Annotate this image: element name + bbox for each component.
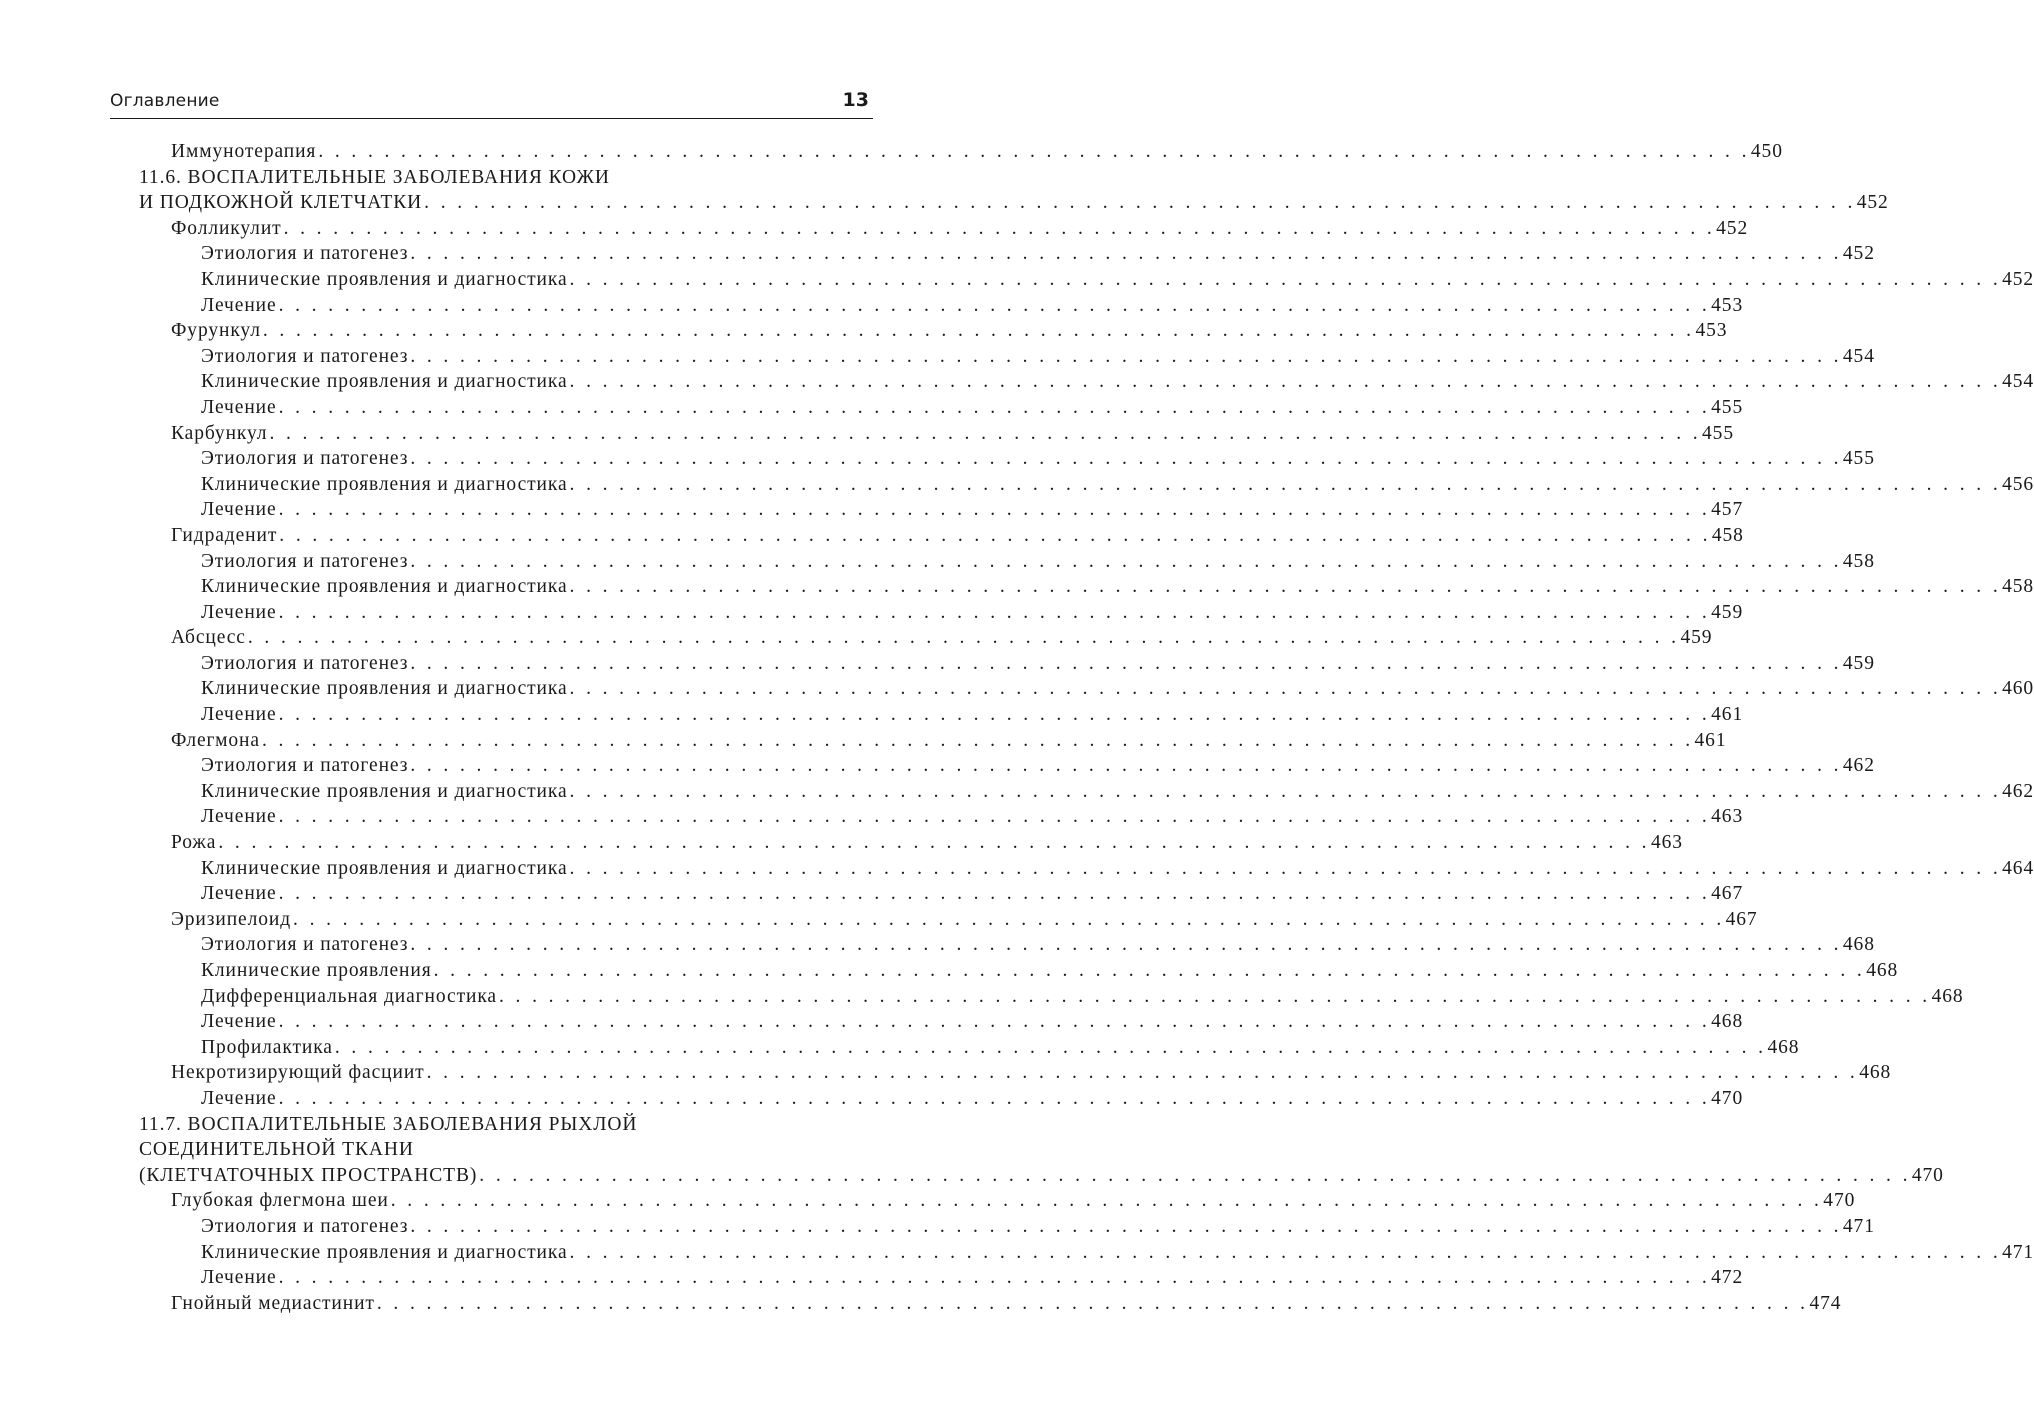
toc-row <box>139 1035 1800 1061</box>
dot-leader: . . . . . . . . . . . . . . . . . . . . . . . . . . . . . . . . . . . . . . . . . . . . . . . . . . . . . . . . . . . . . . . . . . . . . . . . . . . . . . . . . . . . . . . <box>269 422 1702 444</box>
toc-row <box>139 293 1744 319</box>
toc-entry-title: Этиология и патогенез <box>201 755 409 777</box>
dot-leader: . . . . . . . . . . . . . . . . . . . . . . . . . . . . . . . . . . . . . . . . . . . . . . . . . . . . . . . . . . . . . . . . . . . . . . . . . . . . . . . . . . . . . . . <box>247 627 1680 649</box>
toc-entry-page: 458 <box>2002 576 2034 598</box>
toc-row <box>139 779 2034 805</box>
toc-entry-page: 459 <box>1842 652 1875 674</box>
toc-entry[interactable] <box>139 344 1875 370</box>
toc-entry-title: Клинические проявления и диагностика <box>201 857 568 879</box>
toc-entry-page: 474 <box>1809 1292 1842 1314</box>
toc-entry-page: 468 <box>1866 960 1899 981</box>
toc-entry[interactable] <box>139 395 1744 421</box>
toc-entry-title: Клинические проявления и диагностика <box>201 678 568 700</box>
toc-entry-page: 470 <box>1823 1190 1856 1212</box>
dot-leader: . . . . . . . . . . . . . . . . . . . . . . . . . . . . . . . . . . . . . . . . . . . . . . . . . . . . . . . . . . . . . . . . . . . . . . . . . . . . . . . . . . . . . . . <box>569 780 2002 802</box>
toc-entry-title: Некротизирующий фасциит <box>171 1062 425 1084</box>
toc-entry[interactable] <box>139 984 1964 1010</box>
toc-entry-page: 463 <box>1711 806 1744 828</box>
toc-row <box>139 497 1744 523</box>
dot-leader: . . . . . . . . . . . . . . . . . . . . . . . . . . . . . . . . . . . . . . . . . . . . . . . . . . . . . . . . . . . . . . . . . . . . . . . . . . . . . . . . . . . . . . . <box>410 550 1842 572</box>
toc-row <box>139 702 1744 728</box>
dot-leader: . . . . . . . . . . . . . . . . . . . . . . . . . . . . . . . . . . . . . . . . . . . . . . . . . . . . . . . . . . . . . . . . . . . . . . . . . . . . . . . . . . . . . . . <box>278 883 1711 905</box>
toc-entry-page: 468 <box>1842 934 1875 956</box>
dot-leader: . . . . . . . . . . . . . . . . . . . . . . . . . . . . . . . . . . . . . . . . . . . . . . . . . . . . . . . . . . . . . . . . . . . . . . . . . . . . . . . . . . . . . . . <box>569 268 2002 290</box>
toc-row <box>139 676 2034 702</box>
dot-leader: . . . . . . . . . . . . . . . . . . . . . . . . . . . . . . . . . . . . . . . . . . . . . . . . . . . . . . . . . . . . . . . . . . . . . . . . . . . . . . . . . . . . . . . <box>278 1011 1711 1033</box>
toc-entry[interactable] <box>139 625 1713 651</box>
dot-leader: . . . . . . . . . . . . . . . . . . . . . . . . . . . . . . . . . . . . . . . . . . . . . . . . . . . . . . . . . . . . . . . . . . . . . . . . . . . . . . . . . . . . . . . <box>569 473 2002 495</box>
toc-row <box>139 984 1964 1010</box>
dot-leader: . . . . . . . . . . . . . . . . . . . . . . . . . . . . . . . . . . . . . . . . . . . . . . . . . . . . . . . . . . . . . . . . . . . . . . . . . . . . . . . . . . . . . . . <box>410 345 1842 367</box>
toc-row <box>139 600 1744 626</box>
toc-entry-page: 452 <box>1716 217 1749 239</box>
toc-entry-page: 455 <box>1711 396 1744 418</box>
toc-entry-page: 468 <box>1931 985 1964 1007</box>
toc-entry-title: Клинические проявления и диагностика <box>201 576 568 598</box>
dot-leader: . . . . . . . . . . . . . . . . . . . . . . . . . . . . . . . . . . . . . . . . . . . . . . . . . . . . . . . . . . . . . . . . . . . . . . . . . . . . . . . . . . . . . . . <box>424 192 1856 214</box>
dot-leader: . . . . . . . . . . . . . . . . . . . . . . . . . . . . . . . . . . . . . . . . . . . . . . . . . . . . . . . . . . . . . . . . . . . . . . . . . . . . . . . . . . . . . . . <box>262 320 1695 342</box>
toc-entry-title: Клинические проявления и диагностика <box>201 473 568 495</box>
toc-row <box>139 472 2034 498</box>
dot-leader: . . . . . . . . . . . . . . . . . . . . . . . . . . . . . . . . . . . . . . . . . . . . . . . . . . . . . . . . . . . . . . . . . . . . . . . . . . . . . . . . . . . . . . . <box>278 499 1711 521</box>
toc-entry-page: 460 <box>2002 678 2034 700</box>
dot-leader: . . . . . . . . . . . . . . . . . . . . . . . . . . . . . . . . . . . . . . . . . . . . . . . . . . . . . . . . . . . . . . . . . . . . . . . . . . . . . . . . . . . . . . . <box>569 1241 2002 1263</box>
toc-row <box>139 1214 1875 1240</box>
toc-entry-page: 453 <box>1711 294 1744 316</box>
toc-entry[interactable] <box>139 1240 2034 1266</box>
toc-row <box>139 907 1758 933</box>
toc-entry-page: 471 <box>2002 1241 2034 1263</box>
dot-leader: . . . . . . . . . . . . . . . . . . . . . . . . . . . . . . . . . . . . . . . . . . . . . . . . . . . . . . . . . . . . . . . . . . . . . . . . . . . . . . . . . . . . . . . <box>278 1267 1711 1289</box>
toc-entry-title: Абсцесс <box>171 627 246 649</box>
toc-entry[interactable] <box>139 421 1734 447</box>
dot-leader: . . . . . . . . . . . . . . . . . . . . . . . . . . . . . . . . . . . . . . . . . . . . . . . . . . . . . . . . . . . . . . . . . . . . . . . . . . . . . . . . . . . . . . . <box>410 1215 1842 1237</box>
dot-leader: . . . . . . . . . . . . . . . . . . . . . . . . . . . . . . . . . . . . . . . . . . . . . . . . . . . . . . . . . . . . . . . . . . . . . . . . . . . . . . . . . . . . . . . <box>279 524 1711 546</box>
toc-entry[interactable] <box>139 907 1758 933</box>
dot-leader: . . . . . . . . . . . . . . . . . . . . . . . . . . . . . . . . . . . . . . . . . . . . . . . . . . . . . . . . . . . . . . . . . . . . . . . . . . . . . . . . . . . . . . . <box>410 243 1842 265</box>
toc-entry-page: 458 <box>1842 550 1875 572</box>
dot-leader: . . . . . . . . . . . . . . . . . . . . . . . . . . . . . . . . . . . . . . . . . . . . . . . . . . . . . . . . . . . . . . . . . . . . . . . . . . . . . . . . . . . . . . . <box>569 678 2002 700</box>
toc-entry[interactable] <box>139 574 2034 600</box>
toc-entry[interactable] <box>139 267 2034 293</box>
toc-row <box>139 856 2034 882</box>
toc-row <box>139 549 1875 575</box>
dot-leader: . . . . . . . . . . . . . . . . . . . . . . . . . . . . . . . . . . . . . . . . . . . . . . . . . . . . . . . . . . . . . . . . . . . . . . . . . . . . . . . . . . . . . . . <box>293 908 1725 930</box>
toc-entry-title: Этиология и патогенез <box>201 243 409 265</box>
toc-entry-title: Клинические проявления и диагностика <box>201 371 568 393</box>
toc-row <box>139 241 1875 267</box>
toc-entry[interactable] <box>139 497 1744 523</box>
toc-row <box>139 574 2034 600</box>
dot-leader: . . . . . . . . . . . . . . . . . . . . . . . . . . . . . . . . . . . . . . . . . . . . . . . . . . . . . . . . . . . . . . . . . . . . . . . . . . . . . . . . . . . . . . . <box>278 806 1711 828</box>
toc-entry-title: Этиология и патогенез <box>201 550 409 572</box>
toc-entry[interactable] <box>139 1265 1744 1291</box>
toc-entry-title: Лечение <box>201 883 277 905</box>
toc-entry-title: Лечение <box>201 704 277 726</box>
toc-entry-page: 463 <box>1650 832 1683 854</box>
toc-entry-title: Карбункул <box>171 422 268 444</box>
toc-row <box>139 523 1744 549</box>
toc-entry-page: 461 <box>1694 729 1727 751</box>
dot-leader: . . . . . . . . . . . . . . . . . . . . . . . . . . . . . . . . . . . . . . . . . . . . . . . . . . . . . . . . . . . . . . . . . . . . . . . . . . . . . . . . . . . . . . . <box>569 371 2002 393</box>
toc-entry[interactable] <box>139 165 1889 216</box>
toc-entry-title: Этиология и патогенез <box>201 1215 409 1237</box>
toc-row <box>139 728 1727 754</box>
toc-entry-page: 470 <box>1911 1164 1944 1186</box>
toc-entry-page: 461 <box>1711 704 1744 726</box>
toc-entry-title: Эризипелоид <box>171 908 292 930</box>
toc-entry-page: 467 <box>1711 883 1744 905</box>
toc-entry-title: Лечение <box>201 601 277 623</box>
toc-entry[interactable] <box>139 369 2034 395</box>
toc-entry[interactable] <box>139 600 1744 626</box>
toc-row <box>139 958 1899 984</box>
toc-section-row <box>139 1163 1944 1189</box>
toc-entry-title: Лечение <box>201 499 277 521</box>
toc-entry-title: Гидраденит <box>171 524 278 546</box>
dot-leader: . . . . . . . . . . . . . . . . . . . . . . . . . . . . . . . . . . . . . . . . . . . . . . . . . . . . . . . . . . . . . . . . . . . . . . . . . . . . . . . . . . . . . . . <box>410 652 1842 674</box>
toc-entry-page: 459 <box>1680 627 1713 649</box>
toc-row <box>139 804 1744 830</box>
toc-entry-page: 452 <box>1856 192 1889 214</box>
toc-entry-page: 471 <box>1842 1215 1875 1237</box>
toc-entry-page: 455 <box>1842 448 1875 470</box>
toc-entry[interactable] <box>139 549 1875 575</box>
dot-leader: . . . . . . . . . . . . . . . . . . . . . . . . . . . . . . . . . . . . . . . . . . . . . . . . . . . . . . . . . . . . . . . . . . . . . . . . . . . . . . . . . . . . . . . <box>283 217 1716 239</box>
toc-entry[interactable] <box>139 472 2034 498</box>
toc-entry[interactable] <box>139 241 1875 267</box>
toc-row <box>139 830 1683 856</box>
dot-leader: . . . . . . . . . . . . . . . . . . . . . . . . . . . . . . . . . . . . . . . . . . . . . . . . . . . . . . . . . . . . . . . . . . . . . . . . . . . . . . . . . . . . . . . <box>569 576 2002 598</box>
toc-entry[interactable] <box>139 856 2034 882</box>
toc-entry-page: 454 <box>1842 345 1875 367</box>
toc-entry-title: И ПОДКОЖНОЙ КЛЕТЧАТКИ <box>139 192 423 214</box>
toc-entry-title: Глубокая флегмона шеи <box>171 1190 389 1212</box>
toc-entry[interactable] <box>139 728 1727 754</box>
table-of-contents <box>139 139 2034 1316</box>
toc-row <box>139 139 1783 165</box>
toc-entry-title: Лечение <box>201 396 277 418</box>
dot-leader: . . . . . . . . . . . . . . . . . . . . . . . . . . . . . . . . . . . . . . . . . . . . . . . . . . . . . . . . . . . . . . . . . . . . . . . . . . . . . . . . . . . . . . . <box>569 857 2002 879</box>
toc-row <box>139 1009 1744 1035</box>
dot-leader: . . . . . . . . . . . . . . . . . . . . . . . . . . . . . . . . . . . . . . . . . . . . . . . . . . . . . . . . . . . . . . . . . . . . . . . . . . . . . . . . . . . . . . . <box>426 1062 1859 1084</box>
dot-leader: . . . . . . . . . . . . . . . . . . . . . . . . . . . . . . . . . . . . . . . . . . . . . . . . . . . . . . . . . . . . . . . . . . . . . . . . . . . . . . . . . . . . . . . <box>278 704 1711 726</box>
dot-leader: . . . . . . . . . . . . . . . . . . . . . . . . . . . . . . . . . . . . . . . . . . . . . . . . . . . . . . . . . . . . . . . . . . . . . . . . . . . . . . . . . . . . . . . <box>218 832 1650 854</box>
toc-entry-title: Этиология и патогенез <box>201 652 409 674</box>
toc-entry[interactable] <box>139 446 1875 472</box>
toc-entry-title: Этиология и патогенез <box>201 345 409 367</box>
toc-entry[interactable] <box>139 753 1875 779</box>
dot-leader: . . . . . . . . . . . . . . . . . . . . . . . . . . . . . . . . . . . . . . . . . . . . . . . . . . . . . . . . . . . . . . . . . . . . . . . . . . . . . . . . . . . . . . . <box>390 1190 1823 1212</box>
toc-heading-line: 11.7. ВОСПАЛИТЕЛЬНЫЕ ЗАБОЛЕВАНИЯ РЫХЛОЙ <box>139 1113 638 1135</box>
toc-entry[interactable] <box>139 932 1875 958</box>
toc-entry[interactable] <box>139 881 1744 907</box>
toc-row <box>139 625 1713 651</box>
toc-entry[interactable] <box>139 1035 1800 1061</box>
toc-entry-title: Гнойный медиастинит <box>171 1292 375 1314</box>
toc-entry-title: Иммунотерапия <box>171 141 317 162</box>
toc-entry-page: 462 <box>2002 780 2034 802</box>
toc-entry[interactable] <box>139 318 1728 344</box>
dot-leader: . . . . . . . . . . . . . . . . . . . . . . . . . . . . . . . . . . . . . . . . . . . . . . . . . . . . . . . . . . . . . . . . . . . . . . . . . . . . . . . . . . . . . . . <box>410 448 1842 470</box>
toc-entry[interactable] <box>139 702 1744 728</box>
toc-entry-page: 456 <box>2002 473 2034 495</box>
toc-entry-page: 468 <box>1767 1036 1800 1058</box>
toc-entry-title: Флегмона <box>171 729 260 751</box>
toc-entry-page: 455 <box>1702 422 1734 444</box>
toc-entry-title: Профилактика <box>201 1036 333 1058</box>
running-title: Оглавление <box>110 91 220 111</box>
toc-row <box>139 344 1875 370</box>
toc-row <box>139 1086 1744 1112</box>
toc-entry-title: Рожа <box>171 832 217 854</box>
toc-row <box>139 446 1875 472</box>
toc-entry[interactable] <box>139 830 1683 856</box>
toc-entry-page: 468 <box>1859 1062 1892 1084</box>
toc-row <box>139 318 1728 344</box>
toc-row <box>139 1060 1892 1086</box>
toc-entry-page: 450 <box>1750 141 1783 162</box>
toc-entry[interactable] <box>139 1086 1744 1112</box>
toc-entry[interactable] <box>139 139 1783 165</box>
toc-entry-page: 472 <box>1711 1267 1744 1289</box>
toc-entry-page: 459 <box>1711 601 1744 623</box>
toc-entry[interactable] <box>139 1009 1744 1035</box>
toc-entry-title: Этиология и патогенез <box>201 448 409 470</box>
toc-row <box>139 216 1749 242</box>
toc-row <box>139 395 1744 421</box>
toc-entry-title: Этиология и патогенез <box>201 934 409 956</box>
toc-entry[interactable] <box>139 804 1744 830</box>
toc-entry-title: (КЛЕТЧАТОЧНЫХ ПРОСТРАНСТВ) <box>139 1164 478 1186</box>
dot-leader: . . . . . . . . . . . . . . . . . . . . . . . . . . . . . . . . . . . . . . . . . . . . . . . . . . . . . . . . . . . . . . . . . . . . . . . . . . . . . . . . . . . . . . . <box>498 985 1931 1007</box>
toc-heading-line: 11.6. ВОСПАЛИТЕЛЬНЫЕ ЗАБОЛЕВАНИЯ КОЖИ <box>139 166 610 188</box>
toc-row <box>139 1291 1842 1317</box>
dot-leader: . . . . . . . . . . . . . . . . . . . . . . . . . . . . . . . . . . . . . . . . . . . . . . . . . . . . . . . . . . . . . . . . . . . . . . . . . . . . . . . . . . . . . . . <box>278 294 1711 316</box>
toc-heading-line: СОЕДИНИТЕЛЬНОЙ ТКАНИ <box>139 1139 414 1161</box>
toc-row <box>139 881 1744 907</box>
toc-entry-title: Фолликулит <box>171 217 282 239</box>
toc-entry-title: Лечение <box>201 1011 277 1033</box>
toc-row <box>139 421 1734 447</box>
toc-entry-title: Клинические проявления и диагностика <box>201 268 568 290</box>
running-header <box>110 88 873 119</box>
toc-entry[interactable] <box>139 651 1875 677</box>
toc-entry[interactable] <box>139 1060 1892 1086</box>
toc-row <box>139 267 2034 293</box>
toc-entry[interactable] <box>139 1214 1875 1240</box>
toc-entry-page: 452 <box>1842 243 1875 265</box>
dot-leader: . . . . . . . . . . . . . . . . . . . . . . . . . . . . . . . . . . . . . . . . . . . . . . . . . . . . . . . . . . . . . . . . . . . . . . . . . . . . . . . . . . . . . . . <box>410 934 1842 956</box>
toc-entry-page: 467 <box>1725 908 1758 930</box>
toc-entry-page: 458 <box>1711 524 1744 546</box>
toc-entry-page: 453 <box>1695 320 1728 342</box>
toc-entry-page: 457 <box>1711 499 1744 521</box>
toc-row <box>139 753 1875 779</box>
toc-entry[interactable] <box>139 216 1749 242</box>
dot-leader: . . . . . . . . . . . . . . . . . . . . . . . . . . . . . . . . . . . . . . . . . . . . . . . . . . . . . . . . . . . . . . . . . . . . . . . . . . . . . . . . . . . . . . . <box>479 1164 1911 1186</box>
dot-leader: . . . . . . . . . . . . . . . . . . . . . . . . . . . . . . . . . . . . . . . . . . . . . . . . . . . . . . . . . . . . . . . . . . . . . . . . . . . . . . . . . . . . . . . <box>318 141 1750 162</box>
toc-entry[interactable] <box>139 293 1744 319</box>
toc-entry-title: Лечение <box>201 294 277 316</box>
toc-section-row <box>139 190 1889 216</box>
toc-entry[interactable] <box>139 676 2034 702</box>
toc-row <box>139 932 1875 958</box>
toc-entry-title: Клинические проявления <box>201 960 432 981</box>
dot-leader: . . . . . . . . . . . . . . . . . . . . . . . . . . . . . . . . . . . . . . . . . . . . . . . . . . . . . . . . . . . . . . . . . . . . . . . . . . . . . . . . . . . . . . . <box>261 729 1694 751</box>
toc-entry-page: 468 <box>1711 1011 1744 1033</box>
dot-leader: . . . . . . . . . . . . . . . . . . . . . . . . . . . . . . . . . . . . . . . . . . . . . . . . . . . . . . . . . . . . . . . . . . . . . . . . . . . . . . . . . . . . . . . <box>410 755 1842 777</box>
toc-entry-title: Дифференциальная диагностика <box>201 985 497 1007</box>
dot-leader: . . . . . . . . . . . . . . . . . . . . . . . . . . . . . . . . . . . . . . . . . . . . . . . . . . . . . . . . . . . . . . . . . . . . . . . . . . . . . . . . . . . . . . . <box>278 396 1711 418</box>
toc-row <box>139 1240 2034 1266</box>
toc-entry-title: Клинические проявления и диагностика <box>201 780 568 802</box>
toc-entry-title: Клинические проявления и диагностика <box>201 1241 568 1263</box>
dot-leader: . . . . . . . . . . . . . . . . . . . . . . . . . . . . . . . . . . . . . . . . . . . . . . . . . . . . . . . . . . . . . . . . . . . . . . . . . . . . . . . . . . . . . . . <box>334 1036 1767 1058</box>
toc-entry[interactable] <box>139 523 1744 549</box>
toc-entry-page: 454 <box>2002 371 2034 393</box>
toc-entry[interactable] <box>139 779 2034 805</box>
dot-leader: . . . . . . . . . . . . . . . . . . . . . . . . . . . . . . . . . . . . . . . . . . . . . . . . . . . . . . . . . . . . . . . . . . . . . . . . . . . . . . . . . . . . . . . <box>278 601 1711 623</box>
dot-leader: . . . . . . . . . . . . . . . . . . . . . . . . . . . . . . . . . . . . . . . . . . . . . . . . . . . . . . . . . . . . . . . . . . . . . . . . . . . . . . . . . . . . . . . <box>376 1292 1809 1314</box>
toc-entry-title: Фурункул <box>171 320 261 342</box>
toc-row <box>139 369 2034 395</box>
toc-entry[interactable] <box>139 1112 1944 1189</box>
dot-leader: . . . . . . . . . . . . . . . . . . . . . . . . . . . . . . . . . . . . . . . . . . . . . . . . . . . . . . . . . . . . . . . . . . . . . . . . . . . . . . . . . . . . . . . <box>278 1087 1711 1109</box>
toc-row <box>139 1188 1856 1214</box>
toc-entry-title: Лечение <box>201 1267 277 1289</box>
toc-entry[interactable] <box>139 1291 1842 1317</box>
toc-entry[interactable] <box>139 958 1899 984</box>
toc-row <box>139 1265 1744 1291</box>
toc-entry-page: 452 <box>2002 268 2034 290</box>
dot-leader: . . . . . . . . . . . . . . . . . . . . . . . . . . . . . . . . . . . . . . . . . . . . . . . . . . . . . . . . . . . . . . . . . . . . . . . . . . . . . . . . . . . . . . . <box>433 960 1866 981</box>
toc-entry-title: Лечение <box>201 1087 277 1109</box>
page-number: 13 <box>842 89 869 111</box>
toc-entry[interactable] <box>139 1188 1856 1214</box>
toc-row <box>139 651 1875 677</box>
toc-entry-title: Лечение <box>201 806 277 828</box>
toc-entry-page: 470 <box>1711 1087 1744 1109</box>
toc-entry-page: 464 <box>2002 857 2034 879</box>
toc-entry-page: 462 <box>1842 755 1875 777</box>
